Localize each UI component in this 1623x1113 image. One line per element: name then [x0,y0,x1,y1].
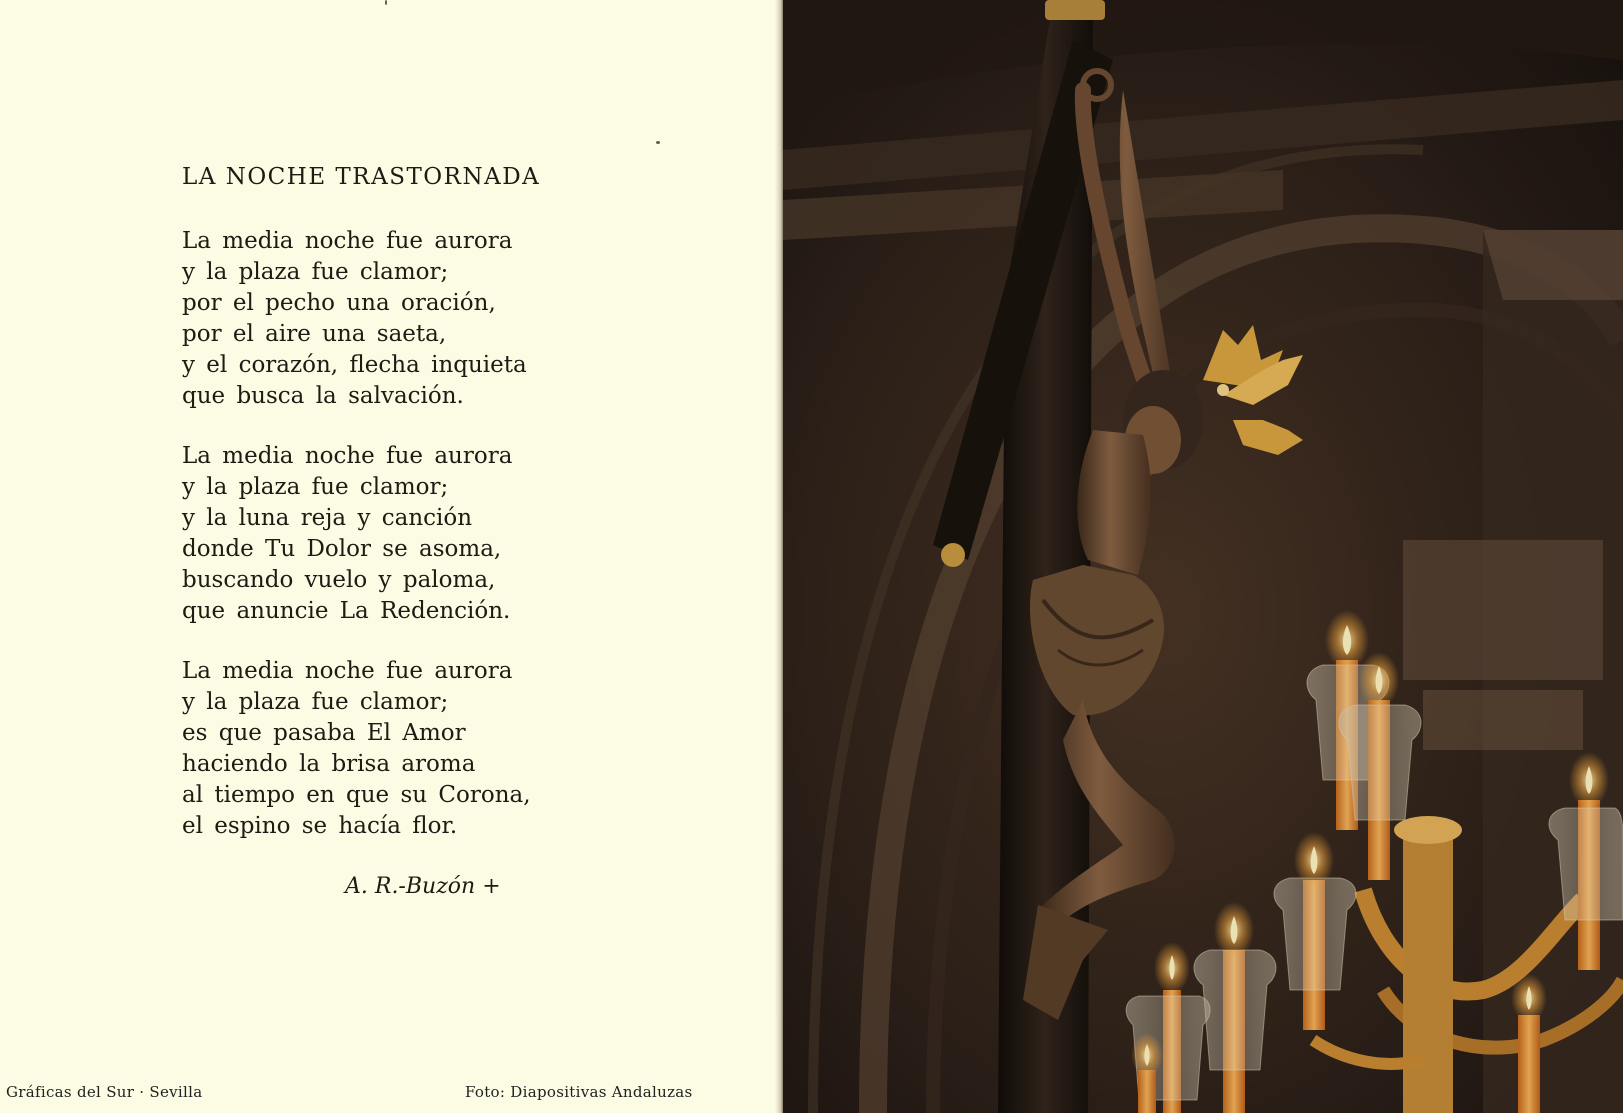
stanza-2 [182,441,512,627]
poem-line: por el aire una saeta, [182,321,447,347]
poem-line: y la plaza fue clamor; [182,474,449,500]
poem-line: haciendo la brisa aroma [182,751,476,777]
paper-speck [656,141,660,144]
poem-line: buscando vuelo y paloma, [182,567,496,593]
author-signature: A. R.-Buzón + [345,874,501,899]
poem-line: La media noche fue aurora [182,228,513,254]
poem-line: La media noche fue aurora [182,443,513,469]
poem-line: por el pecho una oración, [182,290,496,316]
stanza-1 [182,226,527,412]
photo-credit: Foto: Diapositivas Andaluzas [465,1083,693,1101]
crucifix-photograph [783,0,1623,1113]
poem-line: y la luna reja y canción [182,505,473,531]
poem-line: La media noche fue aurora [182,658,513,684]
poem-title: LA NOCHE TRASTORNADA [182,164,541,190]
printer-credit: Gráficas del Sur · Sevilla [6,1083,203,1101]
poem-line: donde Tu Dolor se asoma, [182,536,502,562]
poem-page [0,0,783,1113]
poem-line: que anuncie La Redención. [182,598,511,624]
poem-line: es que pasaba El Amor [182,720,466,746]
poem-line: que busca la salvación. [182,383,464,409]
poem-line: el espino se hacía flor. [182,813,458,839]
crucifix-photograph-image [783,0,1623,1113]
poem-line: al tiempo en que su Corona, [182,782,531,808]
paper-speck [385,0,387,5]
stanza-3 [182,656,531,842]
poem-line: y el corazón, flecha inquieta [182,352,527,378]
poem-line: y la plaza fue clamor; [182,689,449,715]
poem-line: y la plaza fue clamor; [182,259,449,285]
